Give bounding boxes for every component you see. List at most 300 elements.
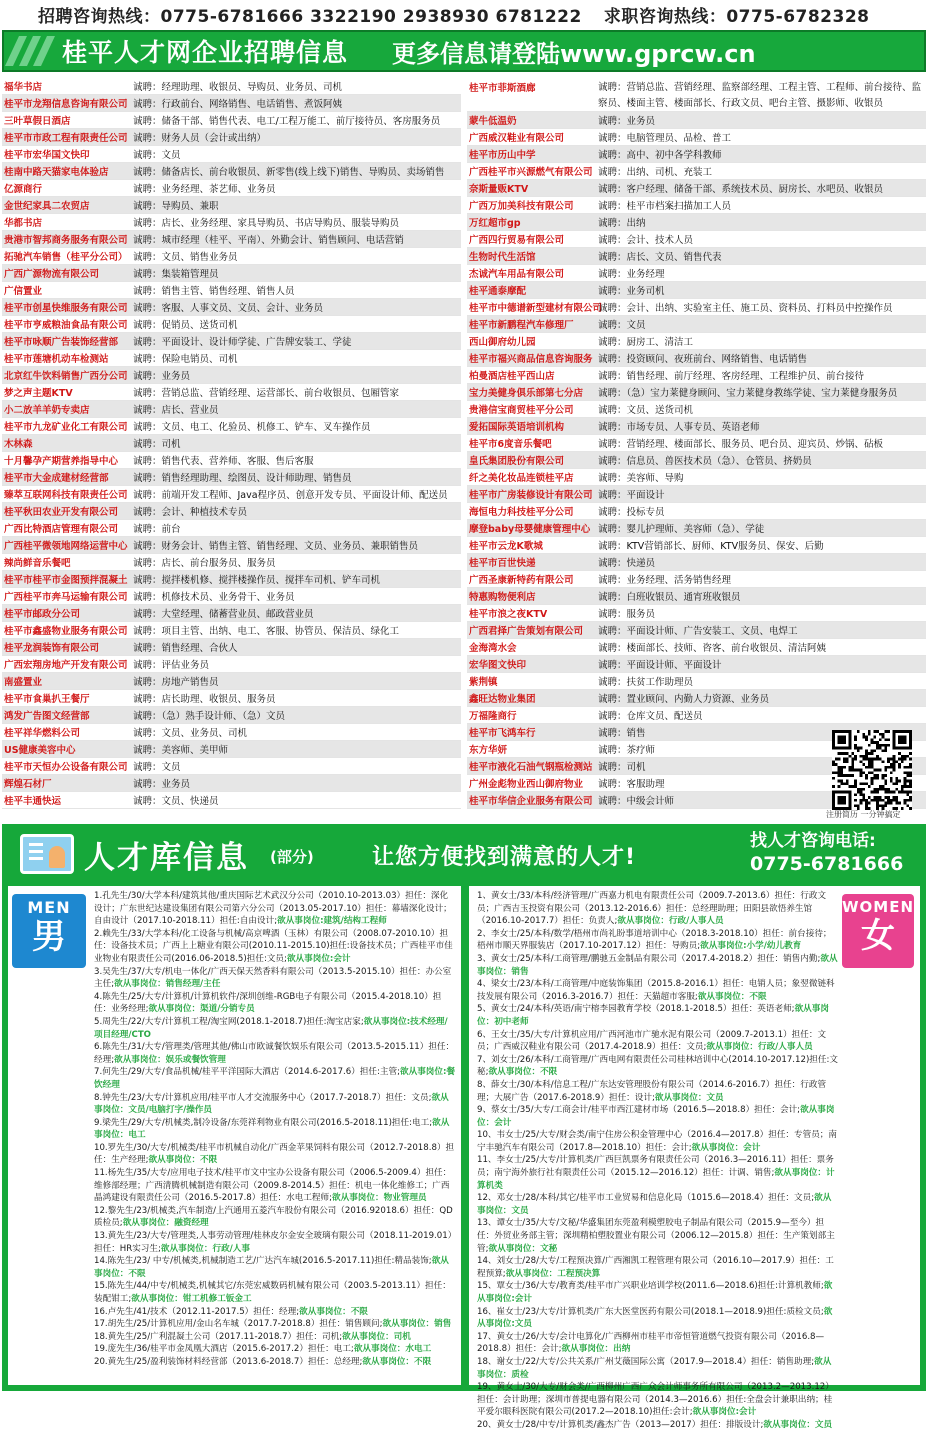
talent-entry-text: 8、薛女士/30/本科/信息工程/广东达安管理股份有限公司（2014.6-2016.7）担任：行政管理；大展广告（2017.6-2018.9）担任：设计; <box>477 1079 827 1103</box>
company-name[interactable]: 生物时代生活馆 <box>469 252 536 263</box>
talent-entry[interactable] <box>477 1029 838 1054</box>
company-name[interactable]: 贵港市智邦商务服务有限公司 <box>4 235 128 246</box>
job-listing-row[interactable] <box>467 622 926 639</box>
talent-entry[interactable] <box>477 953 838 978</box>
talent-entry[interactable] <box>94 1255 455 1280</box>
job-listing-row[interactable] <box>2 214 461 231</box>
company-name[interactable]: 拓驰汽车销售（桂平分公司） <box>4 252 128 263</box>
job-positions: 诚聘：司机 <box>133 439 181 450</box>
company-name[interactable]: 北京红牛饮料销售广西分公司 <box>4 371 128 382</box>
talent-entry-text: 4、梁女士/23/本科/工商管理/中庭装饰集团（2015.8-2016.1）担任：电销人员；象翌微链科技发展有限公司（2016.3-2016.7）担任：天猫超市客服; <box>477 979 835 1002</box>
job-listing-row[interactable] <box>467 367 926 384</box>
job-positions: 诚聘：前端开发工程师、Java程序员、创意开发专员、平面设计师、配送员 <box>133 490 448 501</box>
company-name[interactable]: 广西广源物流有限公司 <box>4 269 100 280</box>
company-name[interactable]: 金世纪家具二农贸店 <box>4 201 90 212</box>
company-name[interactable]: 东方华妍 <box>469 745 508 756</box>
talent-desired-position: 欲从事岗位:建筑/结构工程师 <box>277 916 387 927</box>
job-listing-row[interactable] <box>2 95 461 112</box>
talent-entry[interactable] <box>94 1142 455 1167</box>
talent-entry[interactable] <box>94 966 455 991</box>
job-positions: 诚聘：客服、人事文员、文员、会计、业务员 <box>133 303 324 314</box>
talent-desired-position: 欲从事岗位：水电工 <box>353 1344 432 1355</box>
job-positions: 诚聘：储备干部、销售代表、电工/工程万能工、前厅接待员、客房服务员 <box>133 116 441 127</box>
talent-entry-text: 5、黄女士/24/本科/英语/南宁榕李园教育学校（2018.1-2018.5）担任：英语老师; <box>477 1004 795 1015</box>
job-positions: 诚聘：业务员 <box>133 779 191 790</box>
job-listing-row[interactable] <box>467 469 926 486</box>
company-name[interactable]: 广西桂平市兴源燃气有限公司 <box>469 167 593 178</box>
qr-caption: 注册简历 一分钟搞定 <box>826 810 901 819</box>
talent-entry-text: 20.黄先生/25/盈利装饰材料经营部（2013.6-2018.7）担任：总经理; <box>94 1356 363 1367</box>
talent-desired-position: 欲从事岗位：融资经理 <box>122 1218 209 1229</box>
company-name[interactable]: 桂平市华信企业服务有限公司 <box>469 796 593 807</box>
talent-entry-text: 6、王女士/35/大专/计算机应用/广西河池市广驰水泥有限公司（2009.7-2013.1）担任：文员；广西威汉鞋业有限公司（2017.4-2018.9）担任：文员; <box>477 1029 827 1053</box>
job-positions: 诚聘：会计、技术人员 <box>598 235 694 246</box>
talent-entry[interactable] <box>94 1016 455 1041</box>
job-listing-row[interactable] <box>2 571 461 588</box>
job-listing-row[interactable] <box>2 486 461 503</box>
job-listing-row[interactable] <box>467 282 926 299</box>
company-name[interactable]: 桂平祥华燃料公司 <box>4 728 81 739</box>
job-listing-row[interactable] <box>2 248 461 265</box>
job-listing-row[interactable] <box>2 690 461 707</box>
job-positions: 诚聘：客服助理 <box>598 779 665 790</box>
talent-entry-text: 18、谢女士/22/大专/公共关系/广州艾薇国际公寓（2017.9—2018.4）担任：销售助理; <box>477 1356 815 1367</box>
talent-desired-position: 欲从事岗位：出纳 <box>561 1344 631 1355</box>
job-positions: 诚聘：销售代表、营养师、客服、售后客服 <box>133 456 314 467</box>
job-listing-row[interactable] <box>2 316 461 333</box>
company-name[interactable]: 亿源商行 <box>4 184 43 195</box>
company-name[interactable]: US健康美容中心 <box>4 745 76 756</box>
company-name[interactable]: 三叶草假日酒店 <box>4 116 71 127</box>
job-positions: 诚聘：业务经理、活务销售经理 <box>598 575 732 586</box>
company-name[interactable]: 桂南中路天猫家电体验店 <box>4 167 109 178</box>
job-listing-row[interactable] <box>467 299 926 316</box>
talent-entry[interactable] <box>94 890 455 928</box>
job-listing-row[interactable] <box>2 792 461 809</box>
company-name[interactable]: 桂平市天恒办公设备有限公司 <box>4 762 128 773</box>
job-listing-row[interactable] <box>2 605 461 622</box>
qr-code-icon[interactable] <box>832 730 912 810</box>
company-name[interactable]: 柏曼酒店桂平西山店 <box>469 371 555 382</box>
talent-desired-position: 欲从事岗位：不限 <box>148 1155 218 1166</box>
job-listing-row[interactable] <box>2 265 461 282</box>
talent-desired-position: 欲从事岗位：文员 <box>763 1419 833 1430</box>
job-listing-row[interactable] <box>2 622 461 639</box>
company-name[interactable]: 广州金彪物业西山御府物业 <box>469 779 584 790</box>
job-listing-row[interactable] <box>2 78 461 95</box>
job-positions: 诚聘：机修技术员、业务骨干、业务员 <box>133 592 295 603</box>
company-name[interactable]: 桂平市浪之夜KTV <box>469 609 548 620</box>
job-listing-row[interactable] <box>2 282 461 299</box>
job-listing-row[interactable] <box>467 707 926 724</box>
company-name[interactable]: 桂平市咏顺广告装饰经营部 <box>4 337 119 348</box>
job-listing-row[interactable] <box>467 571 926 588</box>
company-name[interactable]: 宝力美健身俱乐部第七分店 <box>469 388 584 399</box>
talent-desired-position: 欲从事岗位：会计 <box>477 1105 835 1128</box>
company-name[interactable]: 桂平市百世快递 <box>469 558 536 569</box>
company-name[interactable]: 鑫旺达物业集团 <box>469 694 536 705</box>
job-positions: 诚聘：文员 <box>133 150 181 161</box>
job-listing-row[interactable] <box>467 180 926 197</box>
talent-entry[interactable] <box>477 1154 838 1192</box>
company-name[interactable]: 桂平秋田农业开发有限公司 <box>4 507 119 518</box>
talent-desired-position: 欲从事岗位:小学/幼儿教育 <box>700 941 802 952</box>
talent-entry-text: 12.黎先生/23/机械类,汽车制造/上汽通用五菱汽车股份有限公司（2016.92018.6）担任：QD质检员; <box>94 1205 453 1229</box>
company-name[interactable]: 鸿发广告图文经营部 <box>4 711 90 722</box>
job-positions: 诚聘：婴儿护理师、美容师（急）、学徒 <box>598 524 765 535</box>
company-name[interactable]: 广西桂平微领地网络运营中心 <box>4 541 128 552</box>
job-listing-row[interactable] <box>2 741 461 758</box>
company-name[interactable]: 广西威汉鞋业有限公司 <box>469 133 565 144</box>
company-name[interactable]: 广西宏翔房地产开发有限公司 <box>4 660 128 671</box>
talent-desired-position: 欲从事岗位：销售 <box>477 953 838 977</box>
talent-entry[interactable] <box>477 1054 838 1079</box>
talent-entry-text: 20、黄女士/28/中专/计算机类/鑫杰广告（2013—2017）担任：排版设计; <box>477 1419 764 1430</box>
job-listing-row[interactable] <box>2 350 461 367</box>
talent-entry[interactable] <box>94 928 455 966</box>
job-positions: 诚聘：扶贫工作助理员 <box>598 677 694 688</box>
company-name[interactable]: 蒙牛低温奶 <box>469 116 517 127</box>
job-listing-row[interactable] <box>2 367 461 384</box>
job-listing-row[interactable] <box>2 537 461 554</box>
company-name[interactable]: 摩登baby母婴健康管理中心 <box>469 524 591 535</box>
job-positions: 诚聘：桂平市档案扫描加工人员 <box>598 201 732 212</box>
job-positions: 诚聘：销售主管、销售经理、销售人员 <box>133 286 295 297</box>
job-listing-row[interactable] <box>467 163 926 180</box>
company-name[interactable]: 桂平市邮政分公司 <box>4 609 81 620</box>
job-listing-row[interactable] <box>467 605 926 622</box>
company-name[interactable]: 奈斯量贩KTV <box>469 184 529 195</box>
company-name[interactable]: 辣尚鲜音乐餐吧 <box>4 558 71 569</box>
job-positions: 诚聘：美容师、美甲师 <box>133 745 229 756</box>
talent-entry[interactable] <box>477 978 838 1003</box>
talent-desired-position: 欲从事岗位：行政/人事 <box>160 1243 250 1254</box>
banner-title: 桂平人才网企业招聘信息 <box>62 38 349 67</box>
job-positions: 诚聘：店长、业务经理、家具导购员、书店导购员、服装导购员 <box>133 218 400 229</box>
job-listing-row[interactable] <box>467 554 926 571</box>
company-name[interactable]: 广西桂平市奔马运输有限公司 <box>4 592 128 603</box>
company-name[interactable]: 广信置业 <box>4 286 43 297</box>
company-name[interactable]: 桂平市创星快维服务有限公司 <box>4 303 128 314</box>
talent-entry[interactable] <box>477 890 838 928</box>
company-name[interactable]: 紫荆镇 <box>469 677 498 688</box>
job-listing-row[interactable] <box>2 452 461 469</box>
job-listing-row[interactable] <box>2 180 461 197</box>
job-positions: 诚聘：评估业务员 <box>133 660 210 671</box>
job-listing-row[interactable] <box>2 112 461 129</box>
company-name[interactable]: 桂平市鑫盛物业服务有限公司 <box>4 626 128 637</box>
job-positions: 诚聘：平面设计 <box>598 490 665 501</box>
job-listing-row[interactable] <box>2 435 461 452</box>
job-listing-row[interactable] <box>2 163 461 180</box>
company-name[interactable]: 辉煌石材厂 <box>4 779 52 790</box>
job-listing-row[interactable] <box>467 197 926 214</box>
job-listing-row[interactable] <box>2 775 461 792</box>
talent-entry[interactable] <box>94 1343 455 1356</box>
company-name[interactable]: 纤之美化妆品连锁桂平店 <box>469 473 574 484</box>
company-name[interactable]: 桂平市桂平市金图预拌混凝土 <box>4 575 128 586</box>
talent-entry[interactable] <box>94 1205 455 1230</box>
job-positions: 诚聘：（急）熟手设计师、（急）文员 <box>133 711 286 722</box>
talent-entry[interactable] <box>477 1192 838 1217</box>
talent-entry[interactable] <box>477 1079 838 1104</box>
recruit-hotline: 招聘咨询热线：0775-6781666 3322190 2938930 6781222 <box>38 6 582 27</box>
job-positions: 诚聘：项目主管、出纳、电工、客服、协管员、保洁员、绿化工 <box>133 626 400 637</box>
company-name[interactable]: 宏华图文快印 <box>469 660 527 671</box>
company-name[interactable]: 广西四行贸易有限公司 <box>469 235 565 246</box>
talent-entry[interactable] <box>477 1381 838 1419</box>
job-listing-row[interactable] <box>2 384 461 401</box>
job-positions: 诚聘：快递员 <box>598 558 656 569</box>
men-badge <box>12 894 86 968</box>
company-name[interactable]: 南盛置业 <box>4 677 43 688</box>
job-positions: 诚聘：投标专员 <box>598 507 665 518</box>
job-positions: 诚聘：文员、销售业务员 <box>133 252 238 263</box>
company-name[interactable]: 桂平市飞鸿车行 <box>469 728 536 739</box>
talent-desired-position: 欲从事岗位：计算机类 <box>477 1168 835 1191</box>
company-name[interactable]: 桂平市新鹏程汽车修理厂 <box>469 320 574 331</box>
job-listing-row[interactable] <box>467 112 926 129</box>
talent-desired-position: 欲从事岗位：销售 <box>382 1319 452 1330</box>
job-positions: 诚聘：KTV营销部长、厨师、KTV服务员、保安、后勤 <box>598 541 824 552</box>
talent-entry[interactable] <box>94 1092 455 1117</box>
talent-entry[interactable] <box>477 1255 838 1280</box>
job-listing-row[interactable] <box>2 129 461 146</box>
company-name[interactable]: 广西万加美科技有限公司 <box>469 201 574 212</box>
company-name[interactable]: 桂平市福兴商品信息咨询服务 <box>469 354 593 365</box>
company-name[interactable]: 西山御府幼儿园 <box>469 337 536 348</box>
job-listing-row[interactable] <box>467 350 926 367</box>
job-listing-row[interactable] <box>467 435 926 452</box>
talent-desired-position: 欲从事岗位:餐饮经理 <box>94 1067 455 1090</box>
job-positions: 诚聘：厨房工、清洁工 <box>598 337 694 348</box>
company-name[interactable]: 广西圣康新特药有限公司 <box>469 575 574 586</box>
job-listing-row[interactable] <box>2 758 461 775</box>
job-positions: 诚聘：销售经理、前厅经理、客房经理、工程维护员、前台接待 <box>598 371 865 382</box>
job-positions: 诚聘：业务经理、茶艺师、业务员 <box>133 184 276 195</box>
women-badge-cn: 女 <box>861 916 895 956</box>
talent-entry[interactable] <box>477 1003 838 1028</box>
job-listing-row[interactable] <box>2 554 461 571</box>
talent-entry[interactable] <box>94 1167 455 1205</box>
talent-entry-text: 16、崔女士/23/大专/计算机类/广东大医堂医药有限公司(2018.1—2018.9)担任:质检文员; <box>477 1306 824 1317</box>
job-listing-row[interactable] <box>2 299 461 316</box>
job-listing-row[interactable] <box>467 503 926 520</box>
men-badge-cn: 男 <box>32 917 66 957</box>
company-name[interactable]: 桂平市液化石油气钢瓶检测站 <box>469 762 593 773</box>
talent-entry[interactable] <box>477 1419 838 1432</box>
company-name[interactable]: 杰诚汽车用品有限公司 <box>469 269 565 280</box>
company-name[interactable]: 万福隆商行 <box>469 711 517 722</box>
job-listing-row[interactable] <box>467 486 926 503</box>
company-name[interactable]: 桂平市中德谱新型建材有限公司 <box>469 303 603 314</box>
job-listing-row[interactable] <box>2 656 461 673</box>
talent-contact <box>750 830 903 876</box>
company-name[interactable]: 小二放羊羊奶专卖店 <box>4 405 90 416</box>
job-positions: 诚聘：仓库文员、配送员 <box>598 711 703 722</box>
job-listing-row[interactable] <box>467 418 926 435</box>
talent-entry[interactable] <box>477 1104 838 1129</box>
talent-entry[interactable] <box>94 1230 455 1255</box>
company-name[interactable]: 桂平市菲斯酒廊 <box>469 83 536 94</box>
job-listing-row[interactable] <box>467 333 926 350</box>
talent-desired-position: 欲从事岗位：不限 <box>299 1306 368 1317</box>
job-positions: 诚聘：城市经理（桂平、平南）、外勤会计、销售顾问、电话营销 <box>133 235 404 246</box>
talent-entry-text: 14.陈先生/23/ 中专/机械类,机械制造工艺/广达汽车城(2016.5-2017.11)担任:精品装饰; <box>94 1256 432 1267</box>
job-listing-row[interactable] <box>467 673 926 690</box>
company-name[interactable]: 广西比特酒店管理有限公司 <box>4 524 119 535</box>
talent-entry-text: 1、黄女士/33/本科/经济管理/广西嘉力机电有限责任公司（2009.7-2013.6）担任：行政文员；广西吉玉投资有限公司（2013.12-2016.6）担任：总经理助理；田阳县欲悟养生馆（2016.10-2017.7）担任：负责人; <box>477 891 827 927</box>
company-name[interactable]: 贵港信宝商贸桂平分公司 <box>469 405 574 416</box>
job-positions: 诚聘：集装箱管理员 <box>133 269 219 280</box>
talent-entry[interactable] <box>94 1356 455 1369</box>
company-name[interactable]: 金海湾水会 <box>469 643 517 654</box>
job-listing-row[interactable] <box>2 333 461 350</box>
banner-website-link[interactable]: 更多信息请登陆www.gprcw.cn <box>392 39 756 68</box>
job-positions: 诚聘：储备店长、前台收银员、新零售(线上线下)销售、导购员、卖场销售 <box>133 167 445 178</box>
job-listing-row[interactable] <box>2 520 461 537</box>
job-listing-row[interactable] <box>2 707 461 724</box>
talent-entry[interactable] <box>94 1066 455 1091</box>
job-positions: 诚聘：信息员、兽医技术员（急）、仓管员、挤奶员 <box>598 456 812 467</box>
talent-entry[interactable] <box>94 1318 455 1331</box>
job-listing-row[interactable] <box>2 724 461 741</box>
talent-entry-text: 3、黄女士/25/本科/工商管理/鹏驰五金制品有限公司（2017.4-2018.2）担任：销售内勤; <box>477 953 821 964</box>
talent-entry[interactable] <box>477 1331 838 1356</box>
talent-entry-text: 13.黄先生/23/大专/管理类,人事劳动管理/桂林皮尔金安全玻璃有限公司（2018.11-2019.01）担任：HR实习生; <box>94 1231 453 1254</box>
company-name[interactable]: 特惠购物便利店 <box>469 592 536 603</box>
company-name[interactable]: 木林森 <box>4 439 33 450</box>
job-listing-row[interactable] <box>2 469 461 486</box>
talent-entry-text: 10.罗先生/30/大专/机械类/桂平市机械自动化/广西金苹果饲料有限公司（2012.7-2018.8）担任：生产经理; <box>94 1142 455 1166</box>
talent-entry-text: 2、李女士/25/本科/数学/梧州市尚礼盼事道培训中心（2018.3-2018.10）担任：前台接待；梧州市顺天界服装店（2017.10-2017.12）担任：导购员; <box>477 928 832 952</box>
job-positions: 诚聘：保险电销员、司机 <box>133 354 238 365</box>
talent-desired-position: 欲从事岗位：物业管理员 <box>332 1193 427 1204</box>
talent-entry[interactable] <box>94 1041 455 1066</box>
job-positions: 诚聘：文员、业务员、司机 <box>133 728 248 739</box>
seek-hotline: 求职咨询热线：0775-6782328 <box>603 6 870 27</box>
company-name[interactable]: 十月馨孕产期营养指导中心 <box>4 456 119 467</box>
company-name[interactable]: 桂平丰通快运 <box>4 796 62 807</box>
job-listing-row[interactable] <box>2 588 461 605</box>
company-name[interactable]: 桂平市大金成建材经营部 <box>4 473 109 484</box>
talent-desired-position: 欲从事岗位：不限 <box>697 991 767 1002</box>
company-name[interactable]: 桂平市历山中学 <box>469 150 536 161</box>
talent-entry[interactable] <box>477 1129 838 1154</box>
talent-entry[interactable] <box>94 1306 455 1319</box>
company-name[interactable]: 桂平市宏华国文快印 <box>4 150 90 161</box>
job-listing-row[interactable] <box>467 214 926 231</box>
job-listing-row[interactable] <box>2 639 461 656</box>
job-listings <box>2 78 926 817</box>
talent-desired-position: 欲从事岗位：销售经理/主任 <box>114 979 221 990</box>
talent-entry-text: 12、邓女士/28/本科/其它/桂平市工业贸易和信息化局（1015.6—2018.4）担任：文员; <box>477 1193 815 1204</box>
job-positions: 诚聘：店长、前台服务员、服务员 <box>133 558 276 569</box>
talent-desired-position: 欲从事岗位:技术经理/项目经理/CTO <box>94 1016 448 1040</box>
company-name[interactable]: 万红超市gp <box>469 218 521 229</box>
company-name[interactable]: 桂平市广房装修设计有限公司 <box>469 490 593 501</box>
talent-desired-position: 欲从事岗位：文员 <box>654 1092 724 1103</box>
job-listing-row[interactable] <box>2 146 461 163</box>
job-positions: 诚聘：促销员、送货司机 <box>133 320 238 331</box>
company-name[interactable]: 桂平市亨威粮油食品有限公司 <box>4 320 128 331</box>
company-name[interactable]: 桂平市6度音乐餐吧 <box>469 439 552 450</box>
job-listing-row[interactable] <box>2 418 461 435</box>
job-listing-row[interactable] <box>467 316 926 333</box>
job-listing-row[interactable] <box>467 129 926 146</box>
company-name[interactable]: 海恒电力科技桂平分公司 <box>469 507 574 518</box>
company-name[interactable]: 桂平市龙翔信息咨询有限公司 <box>4 99 128 110</box>
job-listing-row[interactable] <box>467 265 926 282</box>
job-positions: 诚聘：文员 <box>598 320 646 331</box>
talent-entry[interactable] <box>477 1306 838 1331</box>
talent-entry-text: 18.黄先生/25/广利混凝土公司（2017.11-2018.7）担任：司机; <box>94 1331 343 1342</box>
company-name[interactable]: 桂平市市政工程有限责任公司 <box>4 133 128 144</box>
company-name[interactable]: 臻萃互联网科技有限责任公司 <box>4 490 128 501</box>
job-listing-row[interactable] <box>467 656 926 673</box>
company-name[interactable]: 桂平市云龙K歌城 <box>469 541 543 552</box>
job-listing-row[interactable] <box>467 384 926 401</box>
job-listing-row[interactable] <box>467 248 926 265</box>
job-listing-row[interactable] <box>2 197 461 214</box>
talent-entry-text: 16.卢先生/41/技术（2012.11-2017.5）担任：经理; <box>94 1306 300 1317</box>
job-positions: 诚聘：会计、种植技术专员 <box>133 507 248 518</box>
talent-entry[interactable] <box>94 1117 455 1142</box>
job-listing-row[interactable] <box>467 146 926 163</box>
talent-entry[interactable] <box>94 991 455 1016</box>
company-name[interactable]: 华都书店 <box>4 218 43 229</box>
company-name[interactable]: 桂平市食巢扒王餐厅 <box>4 694 90 705</box>
job-listing-row[interactable] <box>467 639 926 656</box>
job-listing-row[interactable] <box>467 231 926 248</box>
job-listing-row[interactable] <box>467 690 926 707</box>
job-listing-row[interactable] <box>2 231 461 248</box>
job-listing-row[interactable] <box>467 588 926 605</box>
job-positions: 诚聘：搅拌楼机修、搅拌楼操作员、搅拌车司机、铲车司机 <box>133 575 381 586</box>
job-positions: 诚聘：白班收银员、通宵班收银员 <box>598 592 741 603</box>
company-name[interactable]: 桂平龙润装饰有限公司 <box>4 643 100 654</box>
job-listing-row[interactable] <box>2 503 461 520</box>
company-name[interactable]: 爱拓国际英语培训机构 <box>469 422 565 433</box>
job-listing-row[interactable] <box>467 452 926 469</box>
company-name[interactable]: 广西君择广告策划有限公司 <box>469 626 584 637</box>
job-listing-row[interactable] <box>467 537 926 554</box>
job-listing-row[interactable] <box>467 520 926 537</box>
company-name[interactable]: 梦之声主题KTV <box>4 388 73 399</box>
job-listing-row[interactable] <box>467 78 926 112</box>
company-name[interactable]: 桂平市九龙矿业化工有限公司 <box>4 422 128 433</box>
job-listing-row[interactable] <box>467 401 926 418</box>
company-name[interactable]: 皇氏集团股份有限公司 <box>469 456 565 467</box>
talent-entry[interactable] <box>477 928 838 953</box>
company-name[interactable]: 福华书店 <box>4 82 43 93</box>
talent-desired-position: 欲从事岗位：不限 <box>94 1256 449 1279</box>
talent-entry-text: 17、黄女士/26/大专/会计电算化/广西柳州市桂平市帝恒管道燃气投资有限公司（2016.8—2018.8）担任：会计; <box>477 1331 825 1355</box>
talent-entry[interactable] <box>477 1280 838 1305</box>
company-name[interactable]: 桂平通泰摩配 <box>469 286 527 297</box>
talent-entry[interactable] <box>94 1280 455 1305</box>
talent-entry-text: 15、覃女士/36/大专/教育类/桂平市广兴职业培训学校(2011.6—2018.6)担任:计算机教师; <box>477 1281 824 1292</box>
talent-desired-position: 欲从事岗位:会计 <box>692 1407 757 1418</box>
talent-entry[interactable] <box>94 1331 455 1344</box>
job-listing-row[interactable] <box>2 673 461 690</box>
company-name[interactable]: 桂平市莲塘机动车检测站 <box>4 354 109 365</box>
job-listing-row[interactable] <box>2 401 461 418</box>
job-positions: 诚聘：文员、电工、化验员、机修工、铲车、叉车操作员 <box>133 422 371 433</box>
talent-slogan: 让您方便找到满意的人才! <box>372 845 637 870</box>
talent-entry[interactable] <box>477 1217 838 1255</box>
talent-entry[interactable] <box>477 1356 838 1381</box>
